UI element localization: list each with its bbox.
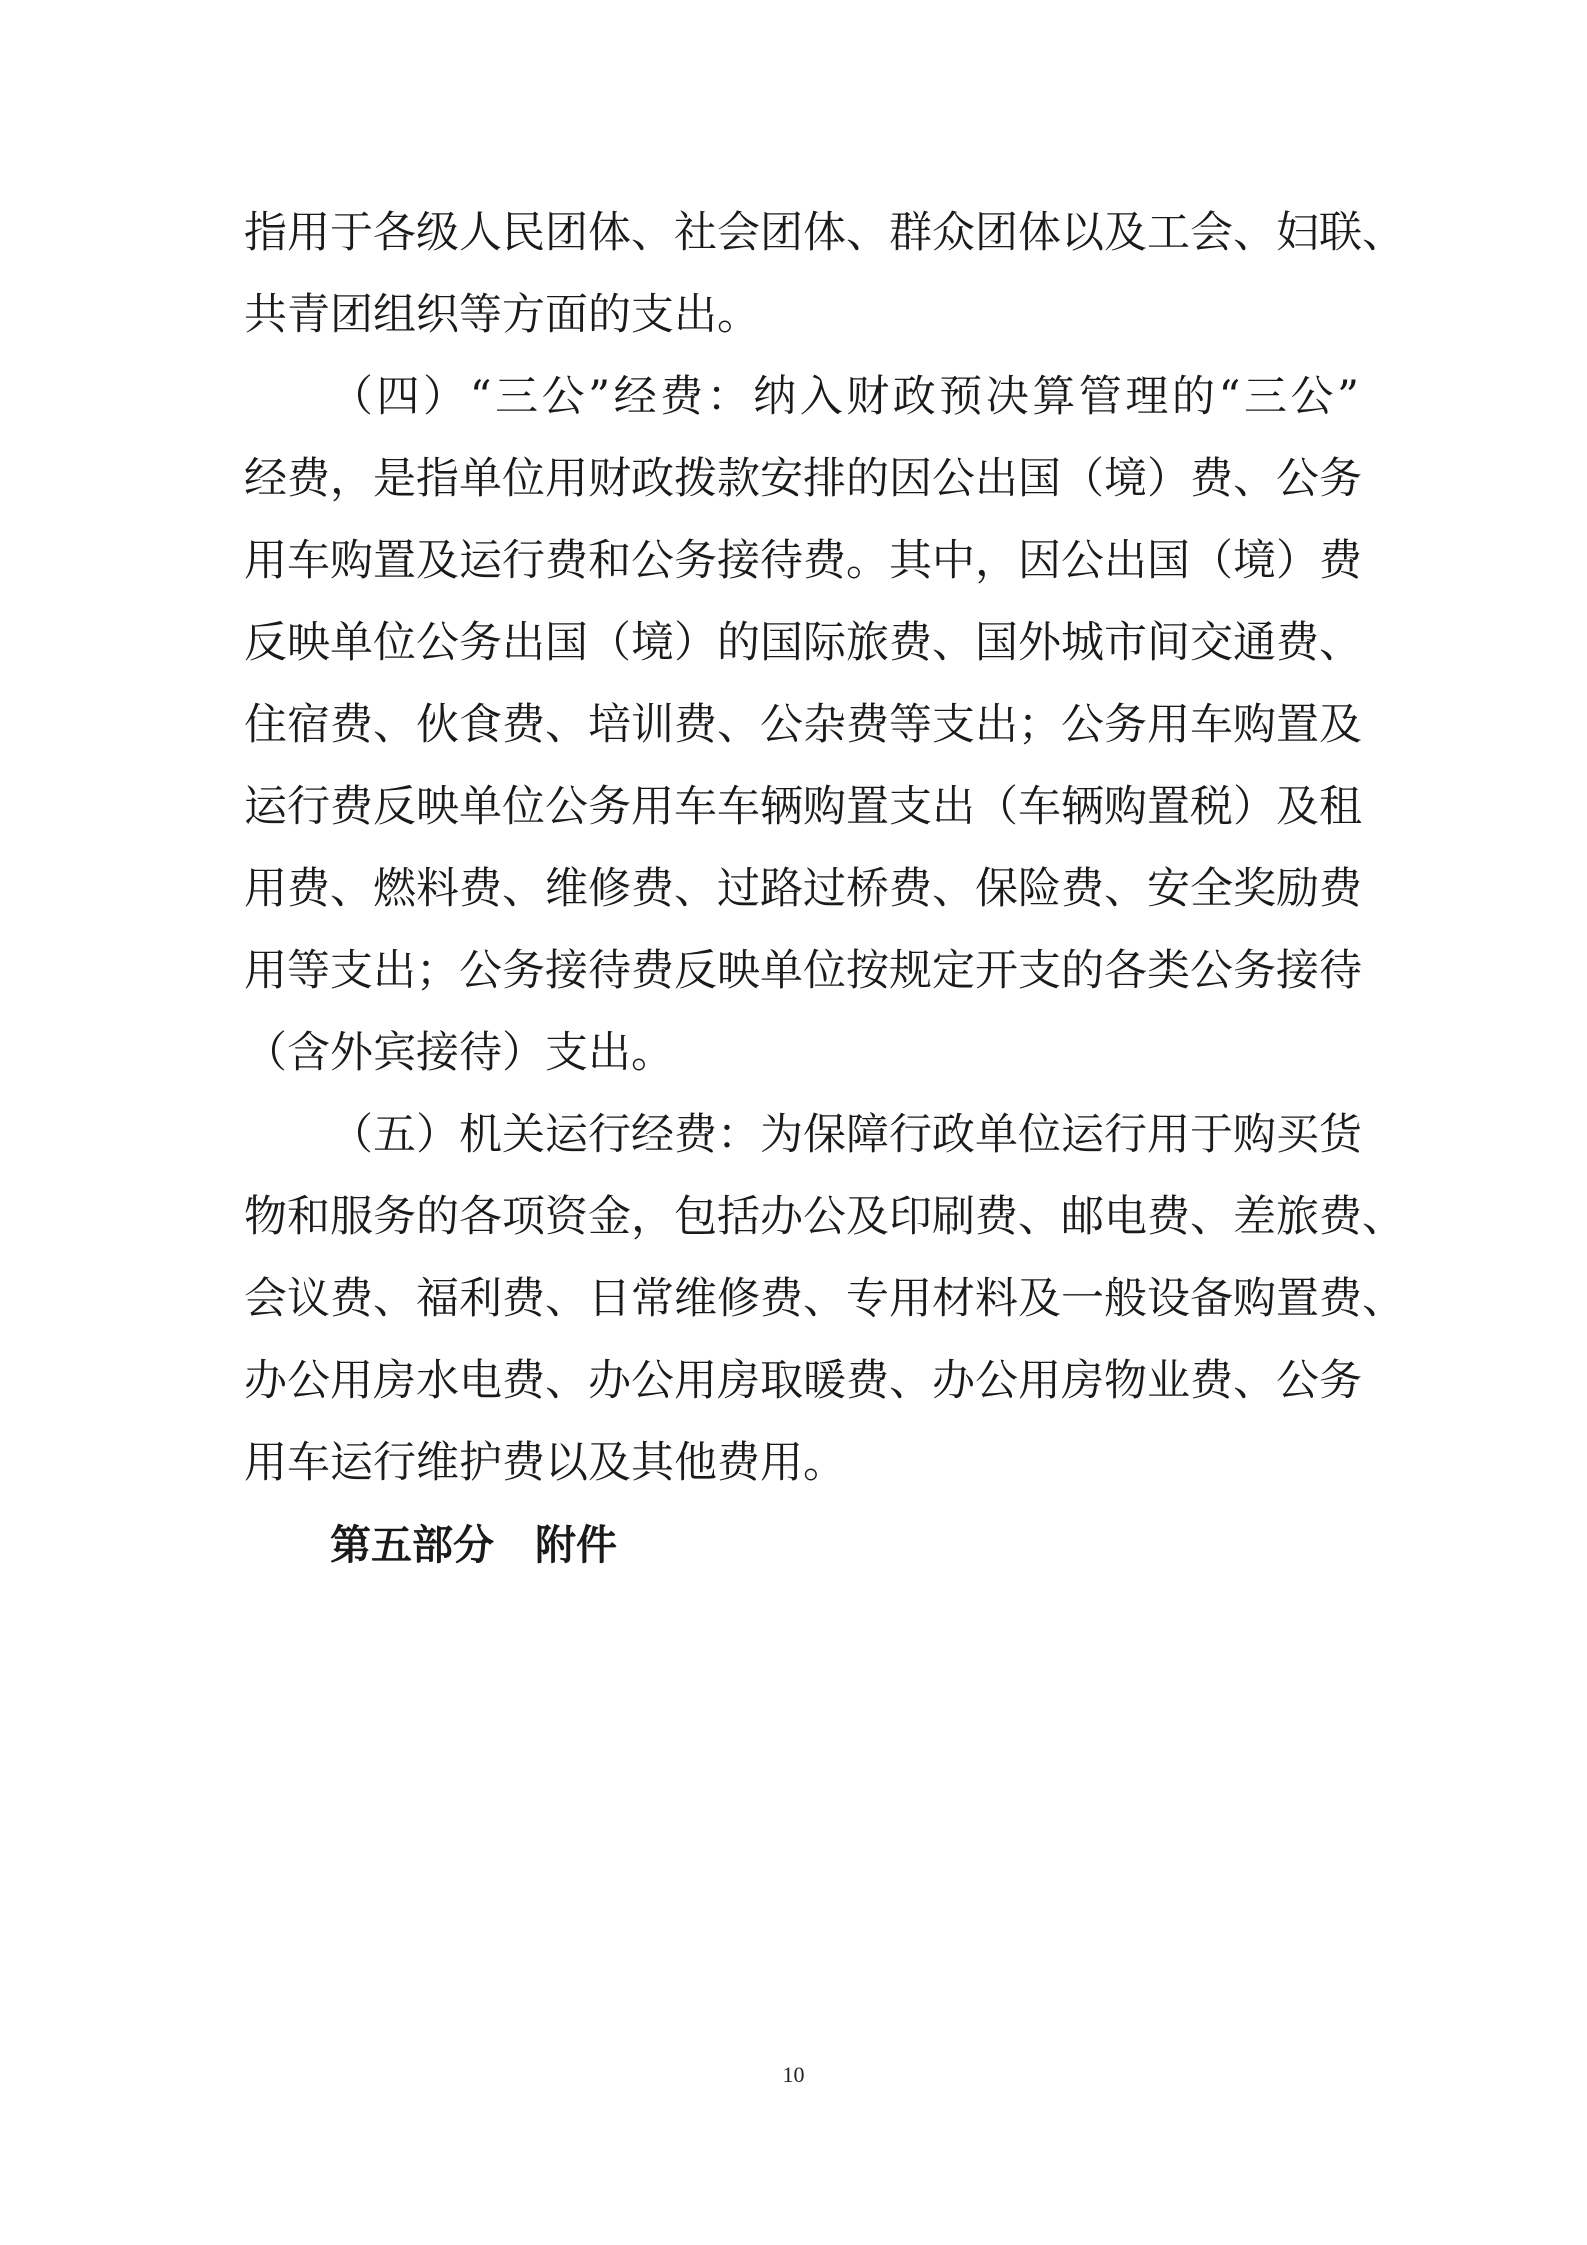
text-line: 会议费、福利费、日常维修费、专用材料及一般设备购置费、 bbox=[244, 1274, 1405, 1324]
text-line: 经费，是指单位用财政拨款安排的因公出国（境）费、公务 bbox=[244, 454, 1362, 504]
text-line: 反映单位公务出国（境）的国际旅费、国外城市间交通费、 bbox=[244, 618, 1362, 668]
text-line: 运行费反映单位公务用车车辆购置支出（车辆购置税）及租 bbox=[244, 782, 1362, 832]
text-line: 用车运行维护费以及其他费用。 bbox=[244, 1438, 846, 1488]
section-heading: 第五部分 附件 bbox=[330, 1521, 617, 1569]
paragraph-start-line: （五）机关运行经费：为保障行政单位运行用于购买货 bbox=[330, 1110, 1362, 1160]
text-line: （含外宾接待）支出。 bbox=[244, 1028, 674, 1078]
document-body bbox=[244, 192, 1405, 1586]
text-line: 住宿费、伙食费、培训费、公杂费等支出；公务用车购置及 bbox=[244, 700, 1362, 750]
text-line: 指用于各级人民团体、社会团体、群众团体以及工会、妇联、 bbox=[244, 208, 1405, 258]
page-number: 10 bbox=[782, 2062, 805, 2087]
text-line: 用等支出；公务接待费反映单位按规定开支的各类公务接待 bbox=[244, 946, 1362, 996]
paragraph-start-line: （四）“三公”经费：纳入财政预决算管理的“三公” bbox=[330, 372, 1359, 422]
text-line: 共青团组织等方面的支出。 bbox=[244, 290, 760, 340]
text-line: 办公用房水电费、办公用房取暖费、办公用房物业费、公务 bbox=[244, 1356, 1362, 1406]
text-line: 用费、燃料费、维修费、过路过桥费、保险费、安全奖励费 bbox=[244, 864, 1362, 914]
text-line: 物和服务的各项资金，包括办公及印刷费、邮电费、差旅费、 bbox=[244, 1192, 1405, 1242]
text-line: 用车购置及运行费和公务接待费。其中，因公出国（境）费 bbox=[244, 536, 1362, 586]
